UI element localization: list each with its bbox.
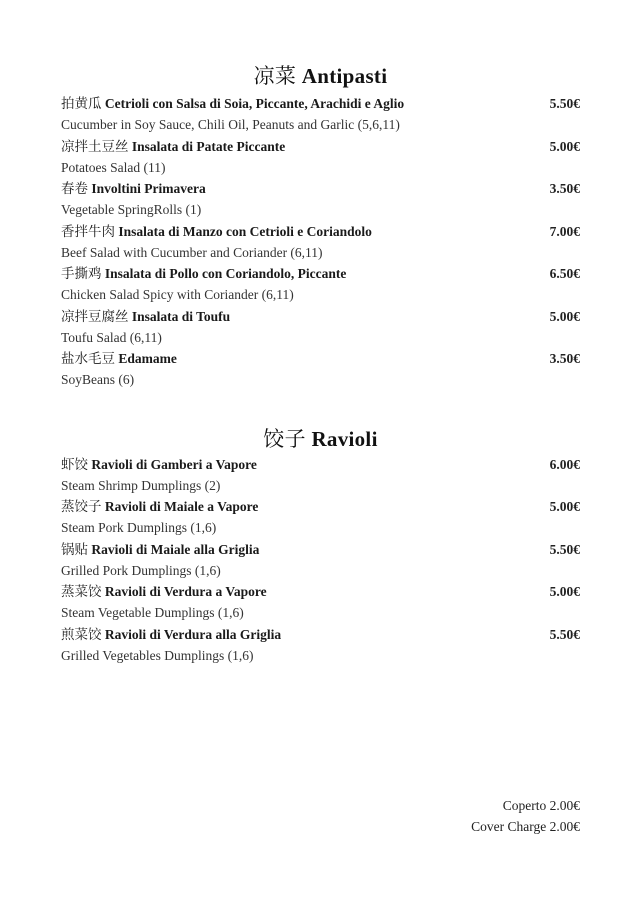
- item-name-it: Ravioli di Verdura alla Griglia: [104, 627, 282, 642]
- coperto-text: Coperto 2.00€: [502, 798, 580, 813]
- item-description: Potatoes Salad (11): [61, 160, 166, 175]
- item-name-it: Ravioli di Maiale alla Griglia: [91, 542, 260, 557]
- item-name-it: Ravioli di Gamberi a Vapore: [91, 457, 257, 472]
- item-price: 3.50€: [549, 351, 580, 366]
- item-description: Chicken Salad Spicy with Coriander (6,11): [61, 287, 294, 302]
- section-title-latin: Antipasti: [301, 64, 388, 88]
- item-price: 3.50€: [549, 181, 580, 196]
- item-name: [61, 348, 177, 369]
- item-name: [61, 221, 372, 242]
- item-name: [61, 178, 206, 199]
- item-description: Beef Salad with Cucumber and Coriander (6,11): [61, 245, 323, 260]
- item-description: Steam Vegetable Dumplings (1,6): [61, 605, 244, 620]
- item-name: [61, 539, 259, 560]
- menu-item: [61, 221, 580, 263]
- section-title-ravioli: [61, 423, 580, 453]
- menu-item: [61, 539, 580, 581]
- item-name-cn: 锅贴: [61, 542, 88, 557]
- section-title-cn: 凉菜: [253, 64, 297, 88]
- item-name-it: Insalata di Manzo con Cetrioli e Coriandolo: [118, 224, 372, 239]
- item-name-cn: 凉拌豆腐丝: [61, 309, 129, 324]
- menu-item: [61, 496, 580, 538]
- item-name-cn: 春卷: [61, 181, 88, 196]
- item-description: Grilled Vegetables Dumplings (1,6): [61, 648, 254, 663]
- item-description: Steam Pork Dumplings (1,6): [61, 520, 217, 535]
- item-price: 7.00€: [549, 224, 580, 239]
- item-name: [61, 624, 281, 645]
- menu-item: [61, 306, 580, 348]
- item-description: Toufu Salad (6,11): [61, 330, 162, 345]
- item-price: 5.00€: [549, 499, 580, 514]
- item-name-cn: 蒸菜饺: [61, 584, 102, 599]
- item-name-cn: 香拌牛肉: [61, 224, 115, 239]
- item-name-cn: 凉拌土豆丝: [61, 139, 129, 154]
- section-title-latin: Ravioli: [311, 427, 378, 451]
- item-description: Vegetable SpringRolls (1): [61, 202, 202, 217]
- menu-item: [61, 581, 580, 623]
- item-name-it: Involtini Primavera: [91, 181, 206, 196]
- item-description: Steam Shrimp Dumplings (2): [61, 478, 221, 493]
- item-name: [61, 581, 267, 602]
- item-description: Grilled Pork Dumplings (1,6): [61, 563, 221, 578]
- cover-charge-text: Cover Charge 2.00€: [471, 819, 580, 834]
- item-name-it: Ravioli di Verdura a Vapore: [104, 584, 267, 599]
- menu-item: [61, 348, 580, 390]
- item-name-it: Insalata di Pollo con Coriandolo, Piccante: [104, 266, 347, 281]
- item-name-it: Ravioli di Maiale a Vapore: [104, 499, 259, 514]
- menu-item: [61, 624, 580, 666]
- item-name: [61, 93, 404, 114]
- item-price: 5.00€: [549, 309, 580, 324]
- item-name: [61, 136, 285, 157]
- item-price: 5.50€: [549, 96, 580, 111]
- menu-item: [61, 454, 580, 496]
- section-title-cn: 饺子: [263, 427, 306, 451]
- item-name: [61, 496, 258, 517]
- item-description: Cucumber in Soy Sauce, Chili Oil, Peanuts and Garlic (5,6,11): [61, 117, 400, 132]
- item-name-it: Edamame: [118, 351, 177, 366]
- menu-item: [61, 93, 580, 135]
- item-name: [61, 306, 230, 327]
- section-title-antipasti: [61, 60, 580, 90]
- item-name-it: Insalata di Toufu: [131, 309, 231, 324]
- item-price: 5.00€: [549, 584, 580, 599]
- menu-item: [61, 263, 580, 305]
- menu-item: [61, 136, 580, 178]
- item-price: 6.00€: [549, 457, 580, 472]
- item-name-it: Cetrioli con Salsa di Soia, Piccante, Arachidi e Aglio: [104, 96, 405, 111]
- item-price: 5.00€: [549, 139, 580, 154]
- item-name: [61, 263, 346, 284]
- item-name-cn: 盐水毛豆: [61, 351, 115, 366]
- menu-item: [61, 178, 580, 220]
- item-name: [61, 454, 257, 475]
- item-price: 6.50€: [549, 266, 580, 281]
- item-name-cn: 拍黄瓜: [61, 96, 102, 111]
- item-description: SoyBeans (6): [61, 372, 135, 387]
- item-name-cn: 蒸饺子: [61, 499, 102, 514]
- cover-charge-note: [471, 795, 580, 837]
- item-name-cn: 煎菜饺: [61, 627, 102, 642]
- item-name-cn: 手撕鸡: [61, 266, 102, 281]
- item-name-it: Insalata di Patate Piccante: [131, 139, 286, 154]
- item-name-cn: 虾饺: [61, 457, 88, 472]
- item-price: 5.50€: [549, 627, 580, 642]
- item-price: 5.50€: [549, 542, 580, 557]
